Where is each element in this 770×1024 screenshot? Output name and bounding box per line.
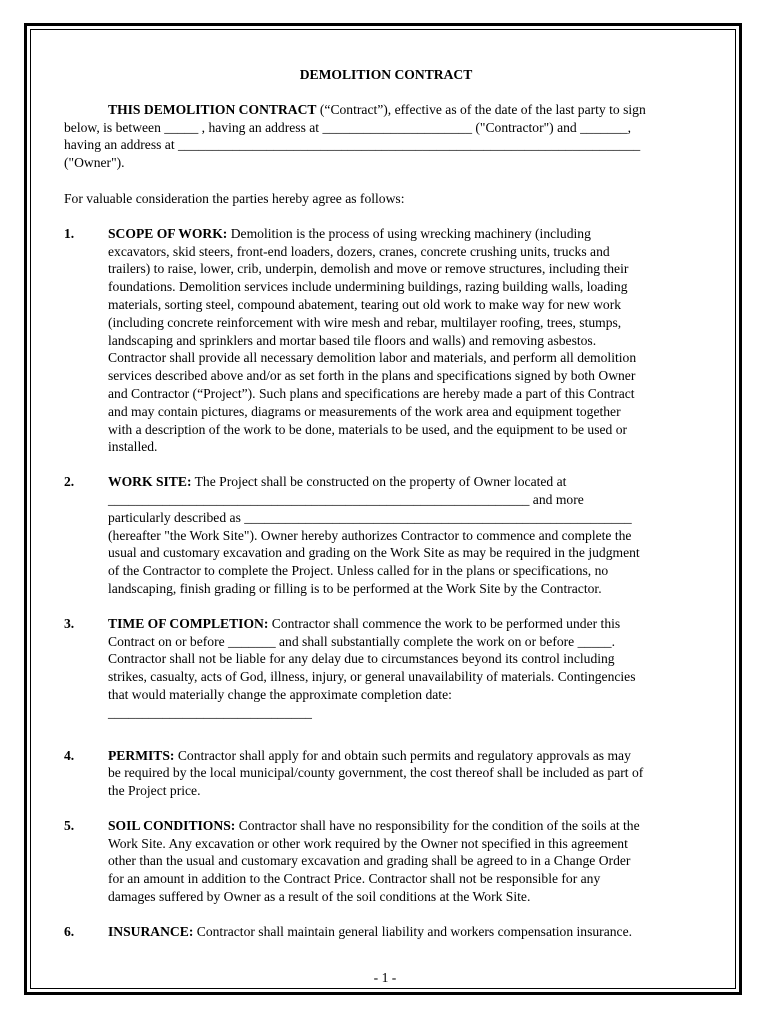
section-heading: SCOPE OF WORK: bbox=[108, 225, 228, 241]
section-line: (including concrete reinforcement with wire mesh and rebar, multilayer roofing, trees, stumps, bbox=[108, 314, 622, 330]
section-line: ______________________________ bbox=[108, 704, 312, 720]
section-line bbox=[108, 225, 708, 243]
section-number: 6. bbox=[64, 923, 75, 939]
section-time-of-completion bbox=[64, 615, 708, 722]
section-line: landscaping and sprinklers and mortar based tile floors and walls) and removing asbestos. bbox=[108, 332, 597, 348]
section-number: 1. bbox=[64, 225, 75, 241]
section-line: that would materially change the approximate completion date: bbox=[108, 686, 452, 702]
section-text: Contractor shall maintain general liability and workers compensation insurance. bbox=[193, 923, 633, 939]
intro-line bbox=[64, 101, 708, 119]
page-number: - 1 - bbox=[373, 970, 397, 985]
section-number: 3. bbox=[64, 615, 75, 631]
section-heading: WORK SITE: bbox=[108, 474, 192, 490]
section-line: and may contain pictures, diagrams or measurements of the work area and equipment together bbox=[108, 403, 621, 419]
section-heading: INSURANCE: bbox=[108, 923, 194, 939]
section-line: particularly described as _________________________________________________________ bbox=[108, 509, 632, 525]
section-number: 4. bbox=[64, 747, 75, 763]
section-line: landscaping, finish grading or filling is to be performed at the Work Site by the Contractor. bbox=[108, 580, 602, 596]
section-line: usual and customary excavation and grading on the Work Site as may be required in the judgment bbox=[108, 545, 640, 561]
section-line: materials, sorting steel, compound abatement, tearing out old work to make way for new work bbox=[108, 296, 622, 312]
section-line: excavators, skid steers, front-end loaders, dozers, cranes, concrete crushing units, trucks and bbox=[108, 243, 610, 259]
section-line: installed. bbox=[108, 439, 158, 455]
section-line bbox=[108, 473, 708, 491]
section-soil-conditions bbox=[64, 817, 708, 906]
section-text: The Project shall be constructed on the property of Owner located at bbox=[191, 474, 567, 490]
section-line: the Project price. bbox=[108, 783, 201, 799]
section-text: Contractor shall apply for and obtain such permits and regulatory approvals as may bbox=[174, 747, 631, 763]
section-insurance bbox=[64, 923, 708, 941]
section-line bbox=[108, 817, 708, 835]
intro-line: ("Owner"). bbox=[64, 155, 125, 171]
section-line: of the Contractor to complete the Project. Unless called for in the plans or specifications, no bbox=[108, 563, 609, 579]
section-line: services described above and/or as set forth in the plans and specifications signed by both Owner bbox=[108, 368, 636, 384]
intro-bold: THIS DEMOLITION CONTRACT bbox=[108, 101, 317, 117]
section-text: Demolition is the process of using wrecking machinery (including bbox=[227, 225, 591, 241]
consideration-text: For valuable consideration the parties hereby agree as follows: bbox=[64, 190, 405, 206]
section-line: with a description of the work to be done, materials to be used, and the equipment to be used or bbox=[108, 421, 628, 437]
section-text: Contractor shall have no responsibility for the condition of the soils at the bbox=[235, 817, 640, 833]
section-permits bbox=[64, 747, 708, 800]
section-line: Work Site. Any excavation or other work required by the Owner not specified in this agreement bbox=[108, 835, 628, 851]
section-line: ______________________________________________________________ and more bbox=[108, 491, 584, 507]
section-number: 5. bbox=[64, 817, 75, 833]
section-line: (hereafter "the Work Site"). Owner hereby authorizes Contractor to commence and complete the bbox=[108, 527, 632, 543]
section-heading: SOIL CONDITIONS: bbox=[108, 817, 236, 833]
section-line: Contractor shall provide all necessary demolition labor and materials, and perform all demolition bbox=[108, 350, 637, 366]
section-line: Contract on or before _______ and shall substantially complete the work on or before _____. bbox=[108, 633, 615, 649]
document-page bbox=[64, 66, 708, 958]
document-title: DEMOLITION CONTRACT bbox=[299, 67, 473, 82]
section-line: trailers) to raise, lower, crib, underpin, demolish and move or remove structures, including their bbox=[108, 261, 629, 277]
intro-line: having an address at ____________________________________________________________________ bbox=[64, 137, 641, 153]
section-line: and Contractor (“Project”). Such plans and specifications are hereby made a part of this Contract bbox=[108, 385, 635, 401]
intro-line: below, is between _____ , having an address at ______________________ ("Contractor") and _______, bbox=[64, 119, 632, 135]
intro-text: (“Contract”), effective as of the date of the last party to sign bbox=[316, 101, 646, 117]
section-line: damages suffered by Owner as a result of the soil conditions at the Work Site. bbox=[108, 889, 531, 905]
section-work-site bbox=[64, 473, 708, 598]
section-line: for an amount in addition to the Contract Price. Contractor shall not be responsible for any bbox=[108, 871, 601, 887]
section-line: strikes, casualty, acts of God, illness, injury, or general unavailability of materials. Contingencies bbox=[108, 669, 636, 685]
section-number: 2. bbox=[64, 474, 75, 490]
intro-paragraph bbox=[64, 101, 708, 172]
section-text: Contractor shall commence the work to be performed under this bbox=[268, 615, 621, 631]
section-scope-of-work bbox=[64, 225, 708, 456]
section-line bbox=[108, 923, 708, 941]
section-line: foundations. Demolition services include undermining buildings, razing building walls, loading bbox=[108, 279, 628, 295]
section-line: Contractor shall not be liable for any delay due to circumstances beyond its control including bbox=[108, 651, 615, 667]
section-line bbox=[108, 747, 708, 765]
section-line bbox=[108, 615, 708, 633]
section-line: be required by the local municipal/county government, the cost thereof shall be included as part of bbox=[108, 765, 644, 781]
section-line: other than the usual and customary excavation and grading shall be agreed to in a Change Order bbox=[108, 853, 631, 869]
section-heading: TIME OF COMPLETION: bbox=[108, 615, 269, 631]
section-heading: PERMITS: bbox=[108, 747, 175, 763]
